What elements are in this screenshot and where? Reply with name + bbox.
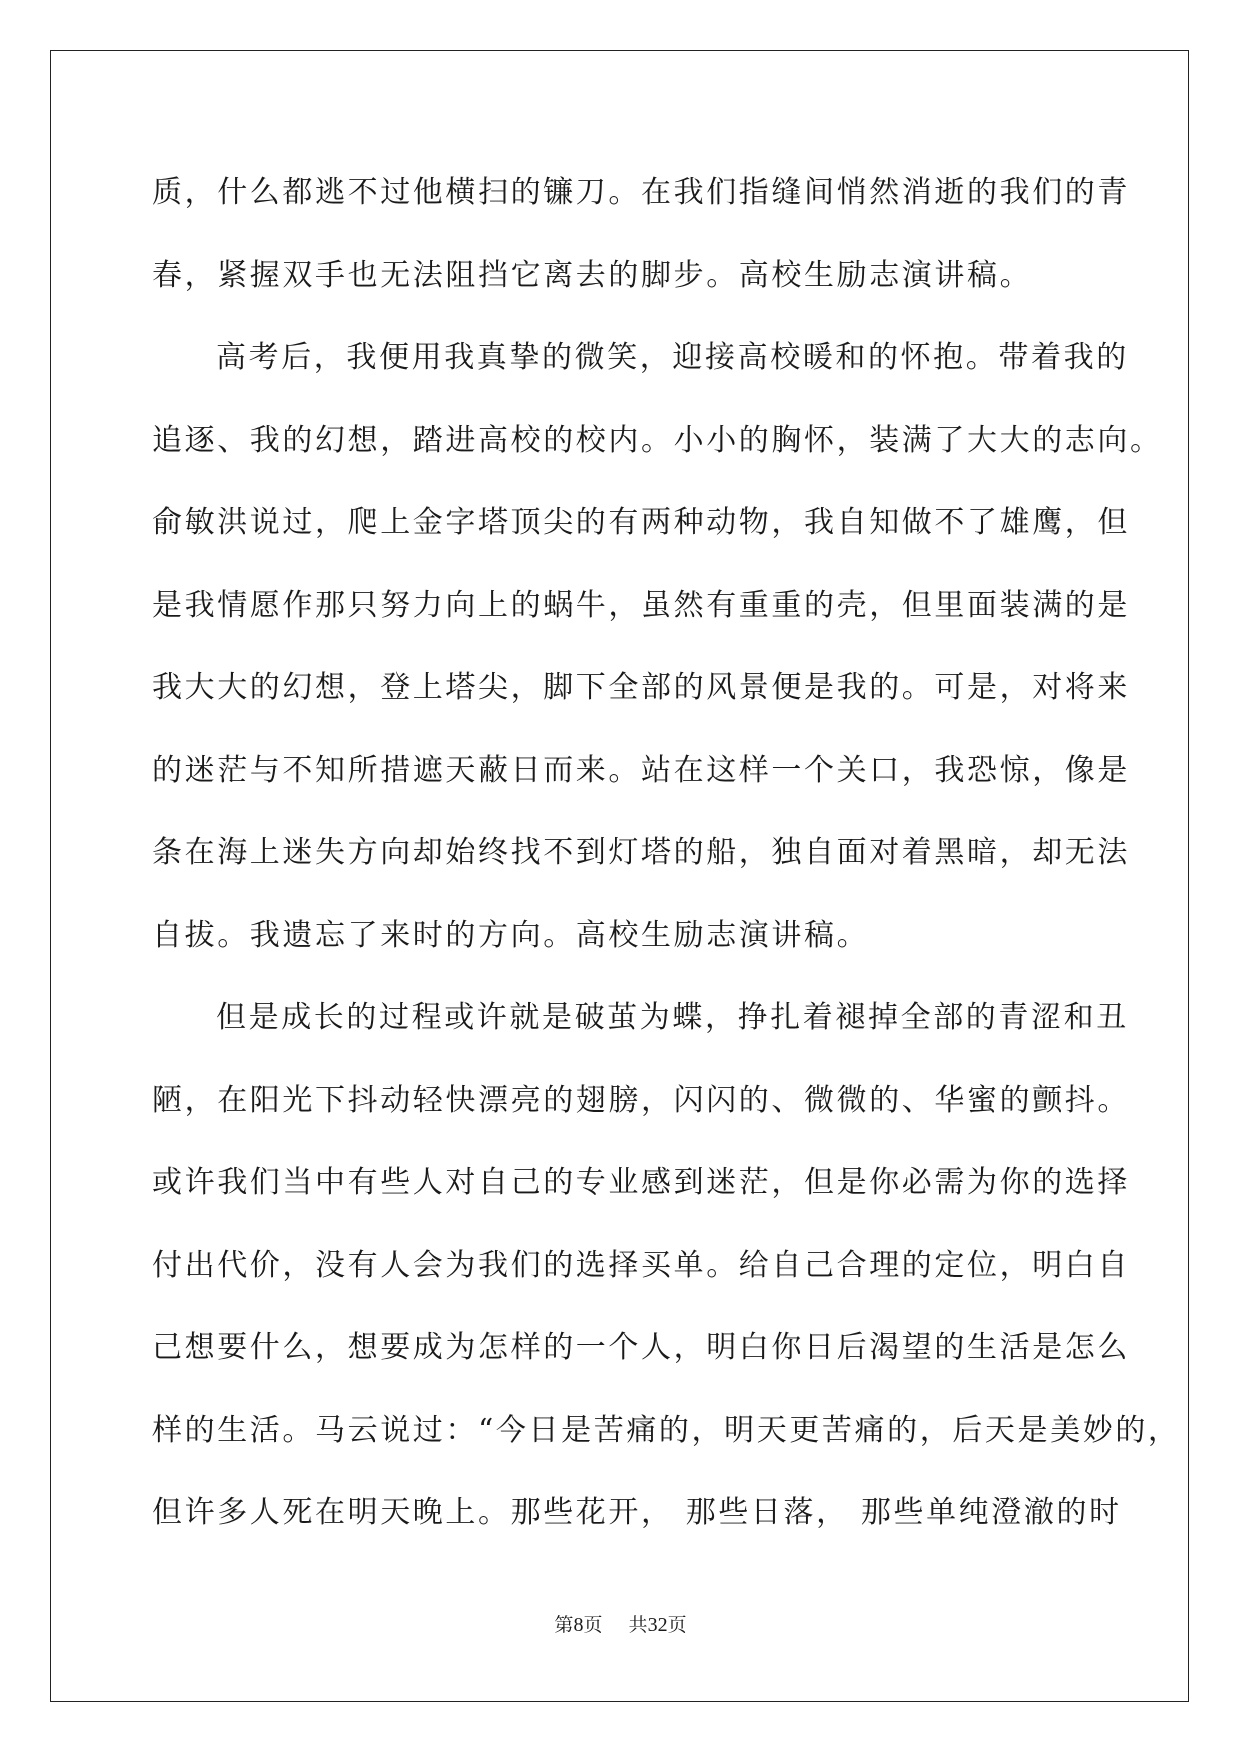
text-line: 自拔。我遗忘了来时的方向。高校生励志演讲稿。 <box>152 917 870 953</box>
current-page: 8 <box>573 1614 584 1636</box>
text-line: 样的生活。马云说过：“今日是苦痛的，明天更苦痛的，后天是美妙的， <box>152 1412 1181 1448</box>
page-footer <box>0 1613 1241 1637</box>
text-line: 春，紧握双手也无法阻挡它离去的脚步。高校生励志演讲稿。 <box>152 257 1033 293</box>
text-line: 是我情愿作那只努力向上的蜗牛，虽然有重重的壳，但里面装满的是 <box>152 587 1130 623</box>
text-line: 条在海上迷失方向却始终找不到灯塔的船，独自面对着黑暗，却无法 <box>152 835 1130 870</box>
paragraph-start-line: 高考后，我便用我真挚的微笑，迎接高校暖和的怀抱。带着我的 <box>216 340 1129 375</box>
total-page-count: 32 <box>647 1614 668 1636</box>
text-line: 或许我们当中有些人对自己的专业感到迷茫，但是你必需为你的选择 <box>152 1165 1130 1200</box>
total-prefix: 共 <box>628 1614 648 1636</box>
text-line: 陋，在阳光下抖动轻快漂亮的翅膀，闪闪的、微微的、华蜜的颤抖。 <box>152 1082 1130 1118</box>
text-line: 质，什么都逃不过他横扫的镰刀。在我们指缝间悄然消逝的我们的青 <box>152 175 1130 210</box>
text-line: 追逐、我的幻想，踏进高校的校内。小小的胸怀，装满了大大的志向。 <box>152 422 1163 458</box>
text-line: 俞敏洪说过，爬上金字塔顶尖的有两种动物，我自知做不了雄鹰，但 <box>152 505 1130 540</box>
page-suffix: 页 <box>583 1614 603 1636</box>
text-line: 我大大的幻想，登上塔尖，脚下全部的风景便是我的。可是，对将来 <box>152 670 1130 705</box>
paragraph-start-line: 但是成长的过程或许就是破茧为蝶，挣扎着褪掉全部的青涩和丑 <box>216 1000 1129 1035</box>
total-pages <box>629 1614 687 1636</box>
text-line: 付出代价，没有人会为我们的选择买单。给自己合理的定位，明白自 <box>152 1247 1130 1283</box>
body-text <box>152 164 1181 1567</box>
text-line: 但许多人死在明天晚上。那些花开， 那些日落， 那些单纯澄澈的时 <box>152 1495 1122 1530</box>
total-suffix: 页 <box>667 1614 687 1636</box>
page-number <box>554 1614 608 1636</box>
text-line: 己想要什么，想要成为怎样的一个人，明白你日后渴望的生活是怎么 <box>152 1330 1130 1365</box>
text-line: 的迷茫与不知所措遮天蔽日而来。站在这样一个关口，我恐惊，像是 <box>152 752 1130 788</box>
page-prefix: 第 <box>554 1614 574 1636</box>
